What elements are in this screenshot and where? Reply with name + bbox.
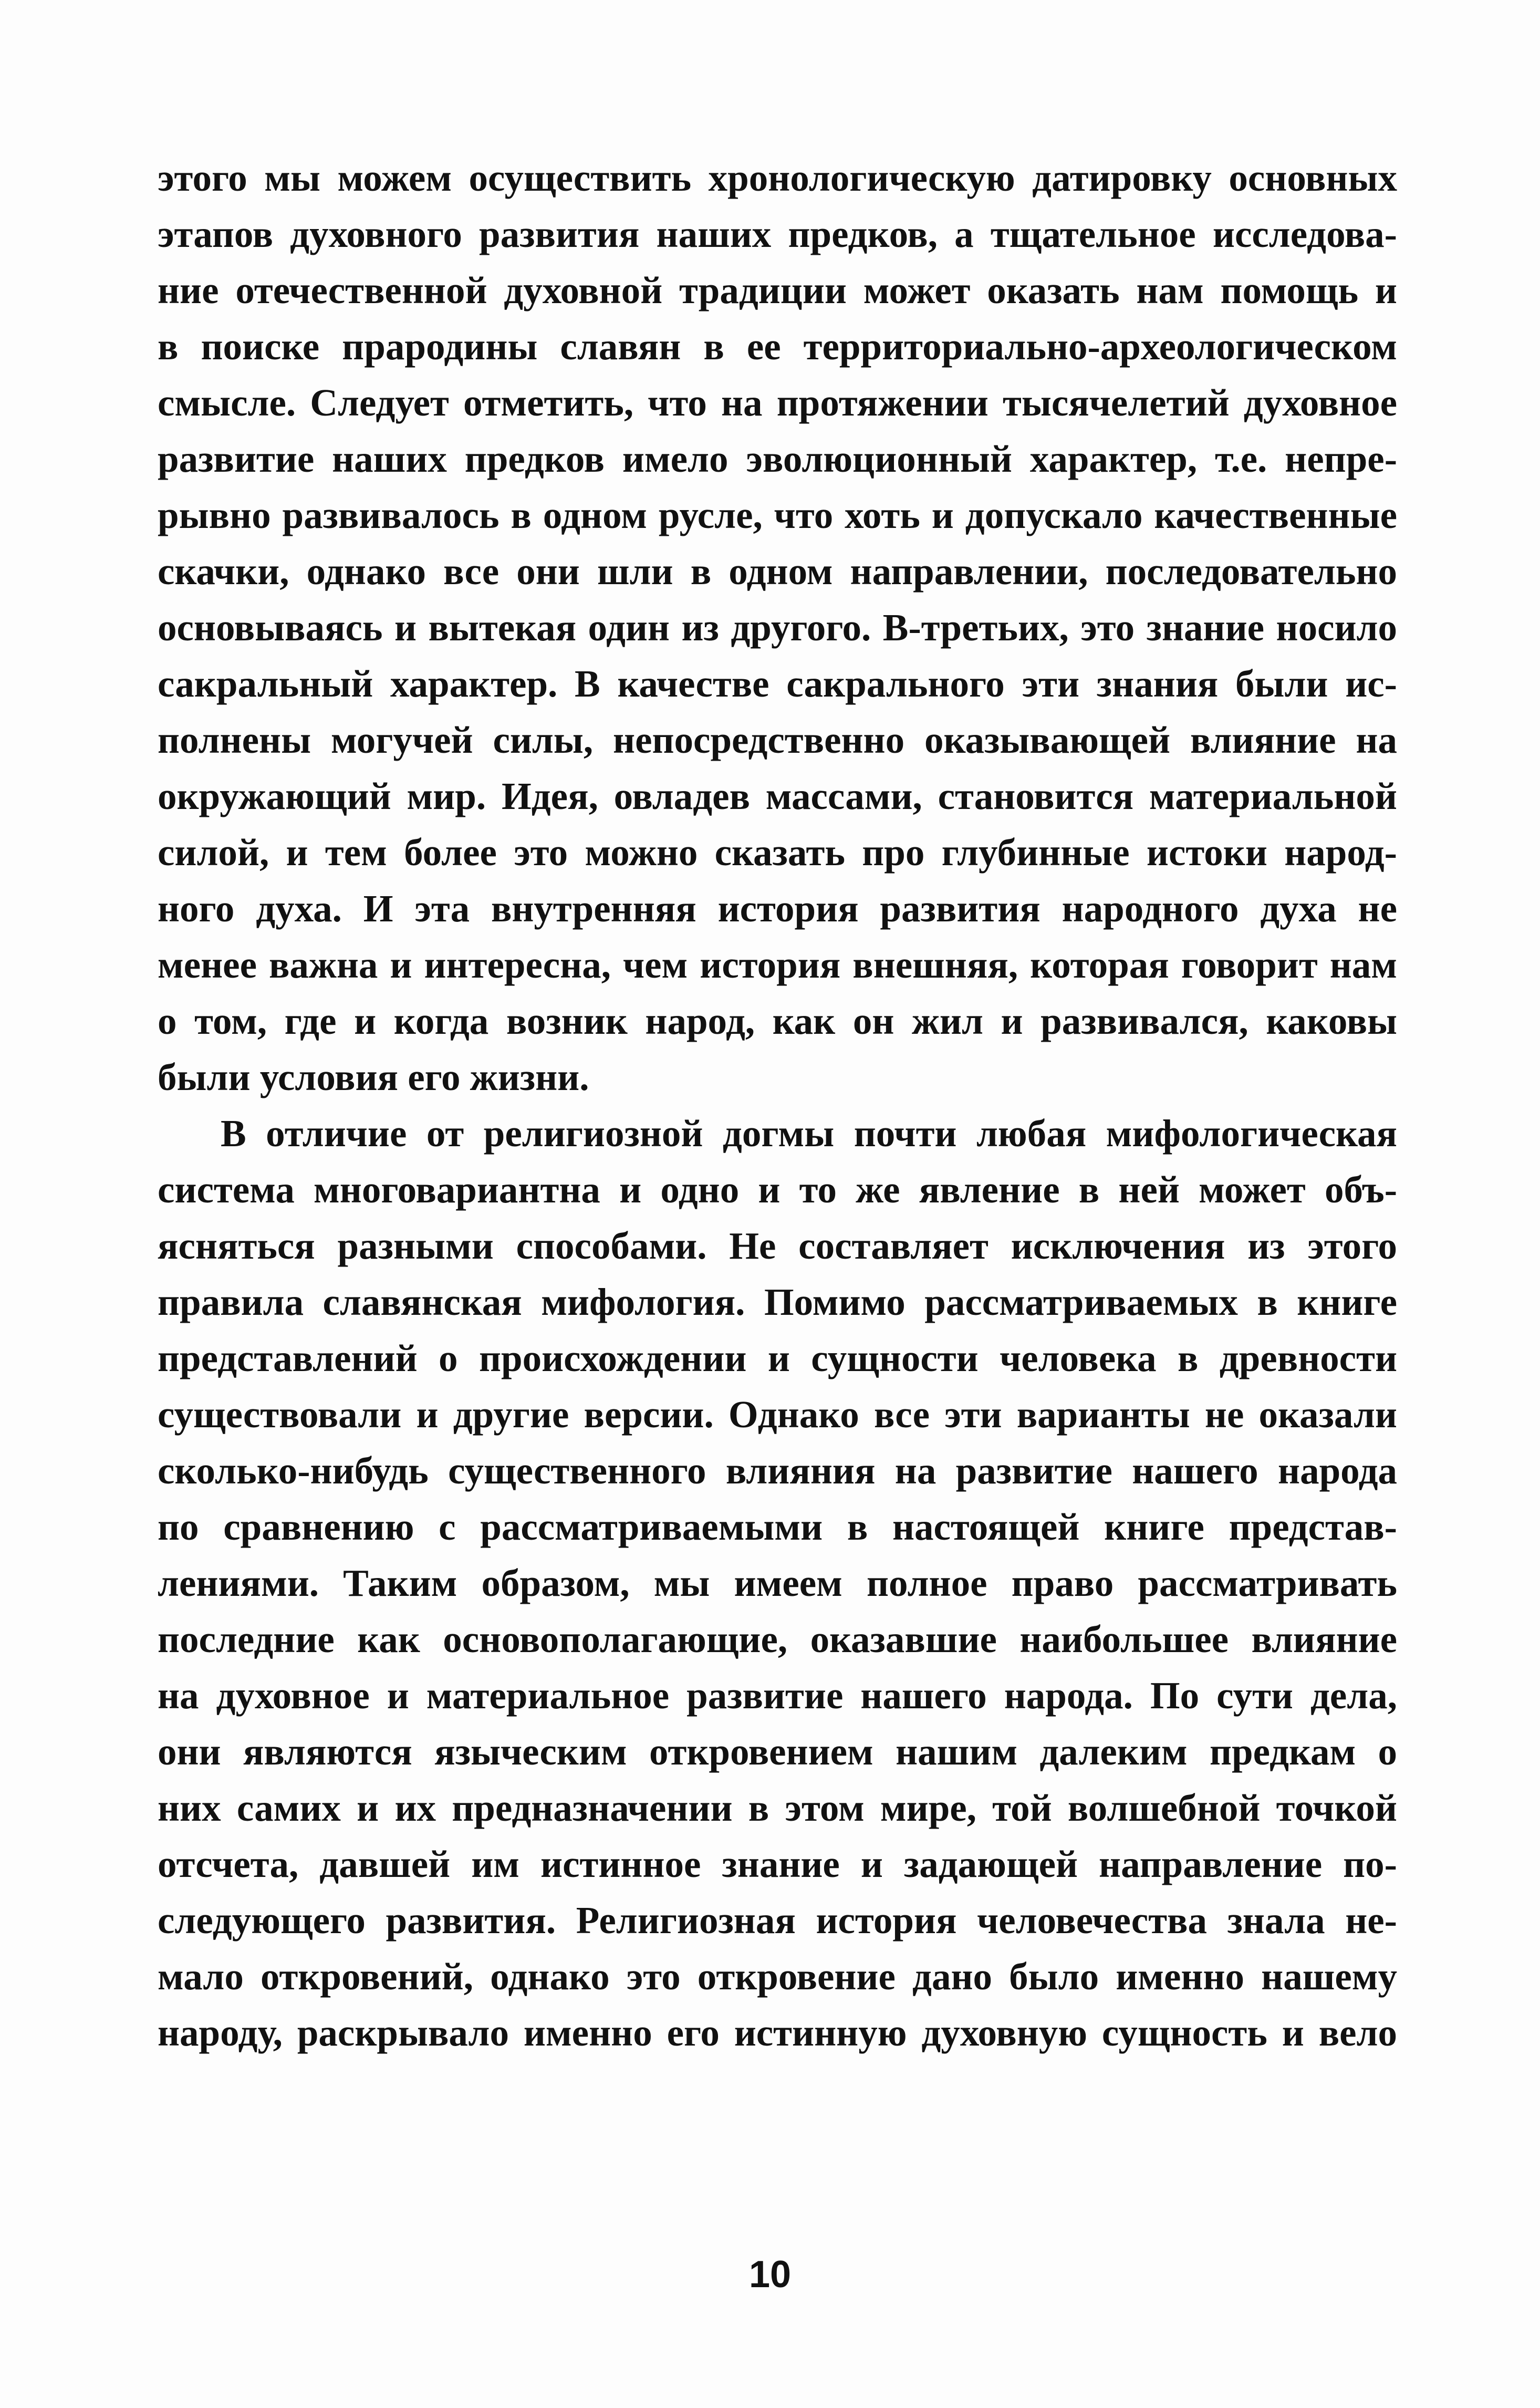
paragraph — [158, 1105, 1397, 2061]
text-line: развитие наших предков имело эволюционный характер, т.е. непре- — [158, 438, 1397, 480]
text-line: народу, раскрывало именно его истинную духовную сущность и вело — [158, 2011, 1397, 2054]
text-line: этого мы можем осуществить хронологическую датировку основных — [158, 157, 1397, 199]
text-line: по сравнению с рассматриваемыми в настоящей книге представ- — [158, 1506, 1397, 1548]
text-line: В отличие от религиозной догмы почти любая мифологическая — [221, 1112, 1397, 1155]
text-line: рывно развивалось в одном русле, что хоть и допускало качественные — [158, 494, 1397, 536]
text-line: были условия его жизни. — [158, 1056, 589, 1098]
text-line: следующего развития. Религиозная история человечества знала не- — [158, 1899, 1397, 1942]
text-line: представлений о происхождении и сущности человека в древности — [158, 1337, 1397, 1379]
paragraph — [158, 150, 1397, 1105]
text-line: силой, и тем более это можно сказать про глубинные истоки народ- — [158, 831, 1397, 874]
text-line: этапов духовного развития наших предков, а тщательное исследова- — [158, 213, 1397, 255]
text-line: система многовариантна и одно и то же явление в ней может объ- — [158, 1168, 1397, 1211]
text-line: окружающий мир. Идея, овладев массами, становится материальной — [158, 775, 1397, 817]
text-line: скачки, однако все они шли в одном направлении, последовательно — [158, 550, 1397, 593]
text-line: полнены могучей силы, непосредственно оказывающей влияние на — [158, 719, 1397, 761]
text-line: сакральный характер. В качестве сакрального эти знания были ис- — [158, 662, 1397, 705]
text-line: сколько-нибудь существенного влияния на развитие нашего народа — [158, 1449, 1397, 1492]
text-line: ясняться разными способами. Не составляет исключения из этого — [158, 1224, 1397, 1267]
text-line: существовали и другие версии. Однако все эти варианты не оказали — [158, 1393, 1397, 1436]
text-line: на духовное и материальное развитие нашего народа. По сути дела, — [158, 1674, 1397, 1717]
text-line: отсчета, давшей им истинное знание и задающей направление по- — [158, 1843, 1397, 1885]
page-number: 10 — [748, 2254, 792, 2296]
text-line: основываясь и вытекая один из другого. В-третьих, это знание носило — [158, 606, 1397, 649]
text-line: лениями. Таким образом, мы имеем полное право рассматривать — [158, 1562, 1397, 1604]
text-line: они являются языческим откровением нашим далеким предкам о — [158, 1730, 1397, 1773]
text-line: в поиске прародины славян в ее территориально-археологическом — [158, 325, 1397, 368]
text-line: них самих и их предназначении в этом мире, той волшебной точкой — [158, 1787, 1397, 1829]
text-line: последние как основополагающие, оказавшие наибольшее влияние — [158, 1618, 1397, 1660]
text-line: ного духа. И эта внутренняя история развития народного духа не — [158, 887, 1397, 930]
text-line: смысле. Следует отметить, что на протяжении тысячелетий духовное — [158, 381, 1397, 424]
text-line: правила славянская мифология. Помимо рассматриваемых в книге — [158, 1281, 1397, 1323]
text-line: менее важна и интересна, чем история внешняя, которая говорит нам — [158, 943, 1397, 986]
text-line: мало откровений, однако это откровение дано было именно нашему — [158, 1955, 1397, 1998]
text-line: ние отечественной духовной традиции может оказать нам помощь и — [158, 269, 1397, 312]
text-line: о том, где и когда возник народ, как он жил и развивался, каковы — [158, 1000, 1397, 1042]
body-text — [158, 150, 1397, 2061]
